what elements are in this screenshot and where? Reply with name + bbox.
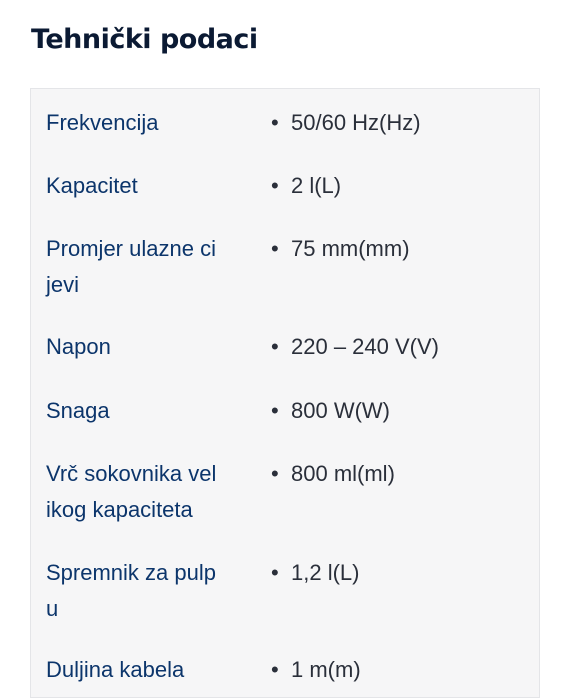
spec-value <box>271 555 531 591</box>
spec-label: Frekvencija <box>46 110 159 135</box>
spec-value <box>271 393 531 429</box>
spec-value-text: 50/60 Hz(Hz) <box>291 110 421 135</box>
spec-value-text: 1 m(m) <box>291 657 361 682</box>
bullet-icon: • <box>271 461 279 486</box>
bullet-icon: • <box>271 110 279 135</box>
spec-label: Spremnik za pulp u <box>46 560 216 621</box>
spec-label: Promjer ulazne ci jevi <box>46 236 216 297</box>
bullet-icon: • <box>271 398 279 423</box>
page-title: Tehnički podaci <box>31 24 258 55</box>
spec-label: Napon <box>46 334 111 359</box>
spec-value-text: 800 ml(ml) <box>291 461 395 486</box>
spec-label: Kapacitet <box>46 173 138 198</box>
spec-value-text: 220 – 240 V(V) <box>291 334 439 359</box>
spec-label: Snaga <box>46 398 110 423</box>
spec-value <box>271 456 531 492</box>
bullet-icon: • <box>271 657 279 682</box>
spec-value-text: 1,2 l(L) <box>291 560 360 585</box>
spec-value-text: 2 l(L) <box>291 173 342 198</box>
spec-value <box>271 105 531 141</box>
bullet-icon: • <box>271 560 279 585</box>
bullet-icon: • <box>271 173 279 198</box>
specs-table <box>30 88 540 698</box>
spec-value <box>271 329 531 365</box>
spec-value <box>271 168 531 204</box>
spec-value <box>271 231 531 267</box>
bullet-icon: • <box>271 236 279 261</box>
spec-value <box>271 652 531 688</box>
spec-value-text: 800 W(W) <box>291 398 390 423</box>
spec-label: Vrč sokovnika vel ikog kapaciteta <box>46 461 217 522</box>
spec-value-text: 75 mm(mm) <box>291 236 410 261</box>
bullet-icon: • <box>271 334 279 359</box>
spec-label: Duljina kabela <box>46 657 185 682</box>
